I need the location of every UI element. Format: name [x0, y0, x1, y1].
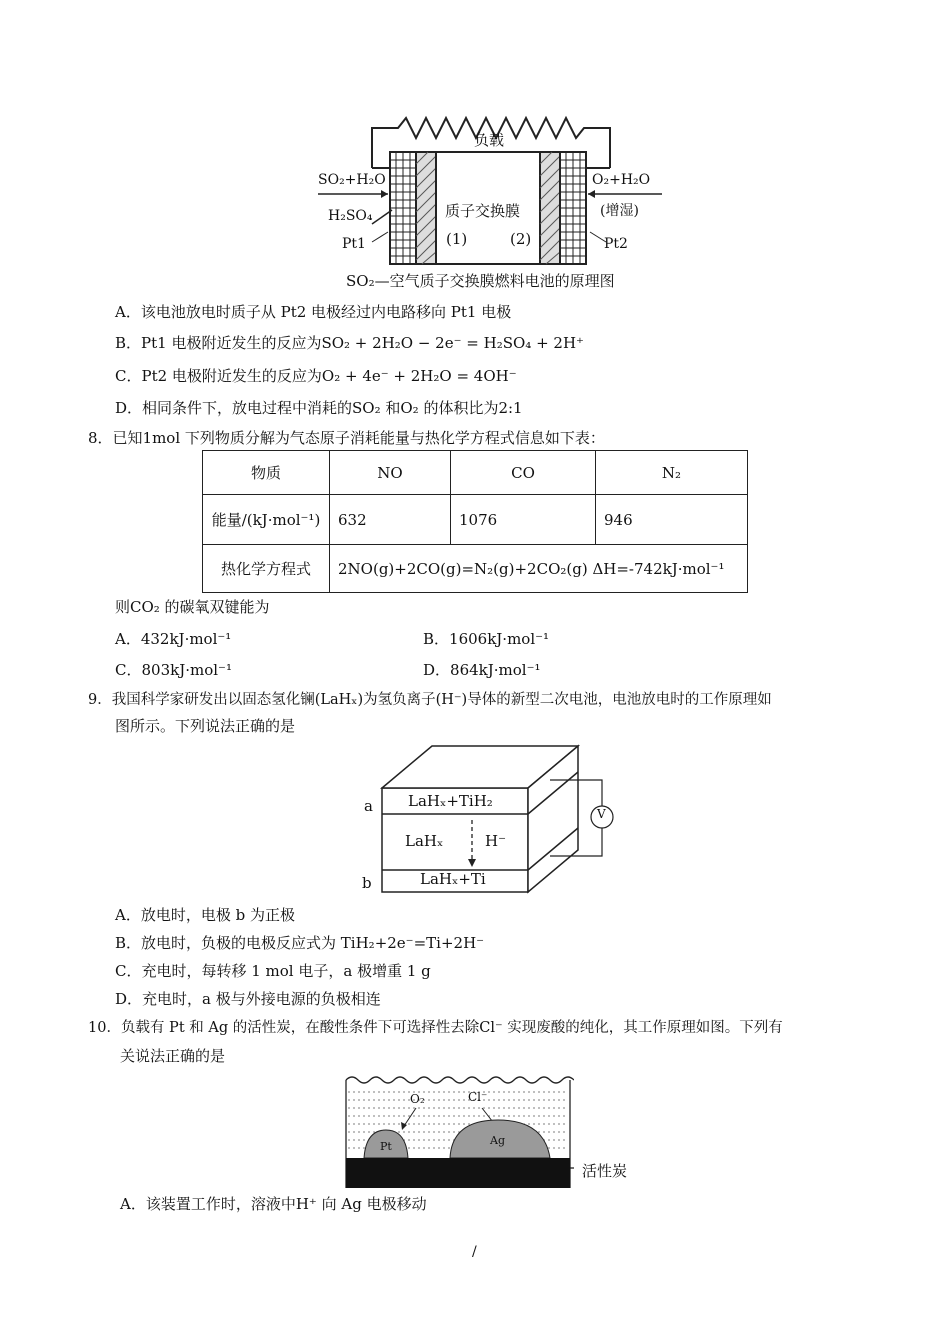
region-1-label: (1) — [446, 230, 468, 248]
right-inflow-label: O₂+H₂O — [592, 172, 651, 188]
q10-option-a: A．该装置工作时，溶液中H⁺ 向 Ag 电极移动 — [120, 1195, 427, 1213]
q9-option-c: C．充电时，每转移 1 mol 电子，a 极增重 1 g — [115, 962, 431, 980]
voltmeter-label: V — [597, 807, 606, 821]
battery-block-diagram — [380, 740, 620, 900]
electrode-b-label: b — [362, 874, 372, 892]
cl-ion-label: Cl⁻ — [468, 1090, 488, 1104]
activated-carbon-label: 活性炭 — [582, 1162, 628, 1180]
pt2-label: Pt2 — [604, 236, 628, 252]
left-outflow-label: H₂SO₄ — [328, 208, 373, 224]
thermochemical-equation: 2NO(g)+2CO(g)=N₂(g)+2CO₂(g) ΔH=-742kJ·mol⁻¹ — [330, 545, 748, 593]
carbon-base — [346, 1158, 570, 1188]
left-catalyst-layer — [416, 152, 436, 264]
q9-option-d: D．充电时，a 极与外接电源的负极相连 — [115, 990, 381, 1008]
energy-co: 1076 — [451, 495, 596, 545]
right-catalyst-layer — [540, 152, 560, 264]
hydride-ion-label: H⁻ — [485, 832, 506, 850]
bottom-layer-label: LaHₓ+Ti — [420, 870, 486, 888]
pt-label: Pt — [380, 1140, 392, 1153]
table-header-substance: 物质 — [203, 451, 330, 495]
q7-option-c: C．Pt2 电极附近发生的反应为O₂ + 4e⁻ + 2H₂O = 4OH⁻ — [115, 367, 517, 385]
q9-stem-line-1: 9．我国科学家研发出以固态氢化镧(LaHₓ)为氢负离子(H⁻)导体的新型二次电池，电池放电时的工作原理如 — [88, 692, 772, 708]
o2-label: O₂ — [410, 1092, 425, 1106]
q8-question: 则CO₂ 的碳氧双键能为 — [115, 598, 270, 616]
figure-1-caption: SO₂—空气质子交换膜燃料电池的原理图 — [346, 272, 615, 290]
page-number: / — [472, 1244, 477, 1260]
load-label: 负载 — [474, 131, 505, 149]
q8-option-d: D．864kJ·mol⁻¹ — [423, 661, 541, 679]
q7-option-a: A．该电池放电时质子从 Pt2 电极经过内电路移向 Pt1 电极 — [115, 303, 512, 321]
q8-option-c: C．803kJ·mol⁻¹ — [115, 661, 232, 679]
q7-option-d: D．相同条件下，放电过程中消耗的SO₂ 和O₂ 的体积比为2:1 — [115, 399, 523, 417]
middle-layer-label: LaHₓ — [405, 832, 444, 850]
q10-stem-line-2: 关说法正确的是 — [120, 1047, 226, 1065]
q9-option-a: A．放电时，电极 b 为正极 — [115, 906, 295, 924]
top-layer-label: LaHₓ+TiH₂ — [408, 792, 493, 810]
q8-table — [202, 450, 748, 593]
q9-stem-line-2: 图所示。下列说法正确的是 — [115, 717, 296, 735]
q8-option-a: A．432kJ·mol⁻¹ — [115, 630, 232, 648]
q9-option-b: B．放电时，负极的电极反应式为 TiH₂+2e⁻=Ti+2H⁻ — [115, 934, 485, 952]
energy-row-label: 能量/(kJ·mol⁻¹) — [203, 495, 330, 545]
right-inflow-note: (增湿) — [600, 203, 639, 219]
q8-option-b: B．1606kJ·mol⁻¹ — [423, 630, 550, 648]
electrode-a-label: a — [364, 797, 373, 815]
energy-no: 632 — [330, 495, 451, 545]
ag-label: Ag — [490, 1134, 505, 1147]
table-header-co: CO — [451, 451, 596, 495]
q7-option-b: B．Pt1 电极附近发生的反应为SO₂ + 2H₂O − 2e⁻ = H₂SO₄ + 2H⁺ — [115, 334, 584, 352]
table-header-no: NO — [330, 451, 451, 495]
membrane-label: 质子交换膜 — [445, 202, 521, 220]
region-2-label: (2) — [510, 230, 532, 248]
table-header-n2: N₂ — [596, 451, 748, 495]
pt1-label: Pt1 — [342, 236, 366, 252]
q10-stem-line-1: 10．负载有 Pt 和 Ag 的活性炭，在酸性条件下可选择性去除Cl⁻ 实现废酸的纯化，其工作原理如图。下列有 — [88, 1020, 783, 1036]
left-inflow-label: SO₂+H₂O — [318, 172, 386, 188]
q8-stem: 8．已知1mol 下列物质分解为气态原子消耗能量与热化学方程式信息如下表： — [88, 429, 605, 447]
equation-row-label: 热化学方程式 — [203, 545, 330, 593]
activated-carbon-diagram — [344, 1072, 574, 1190]
energy-n2: 946 — [596, 495, 748, 545]
